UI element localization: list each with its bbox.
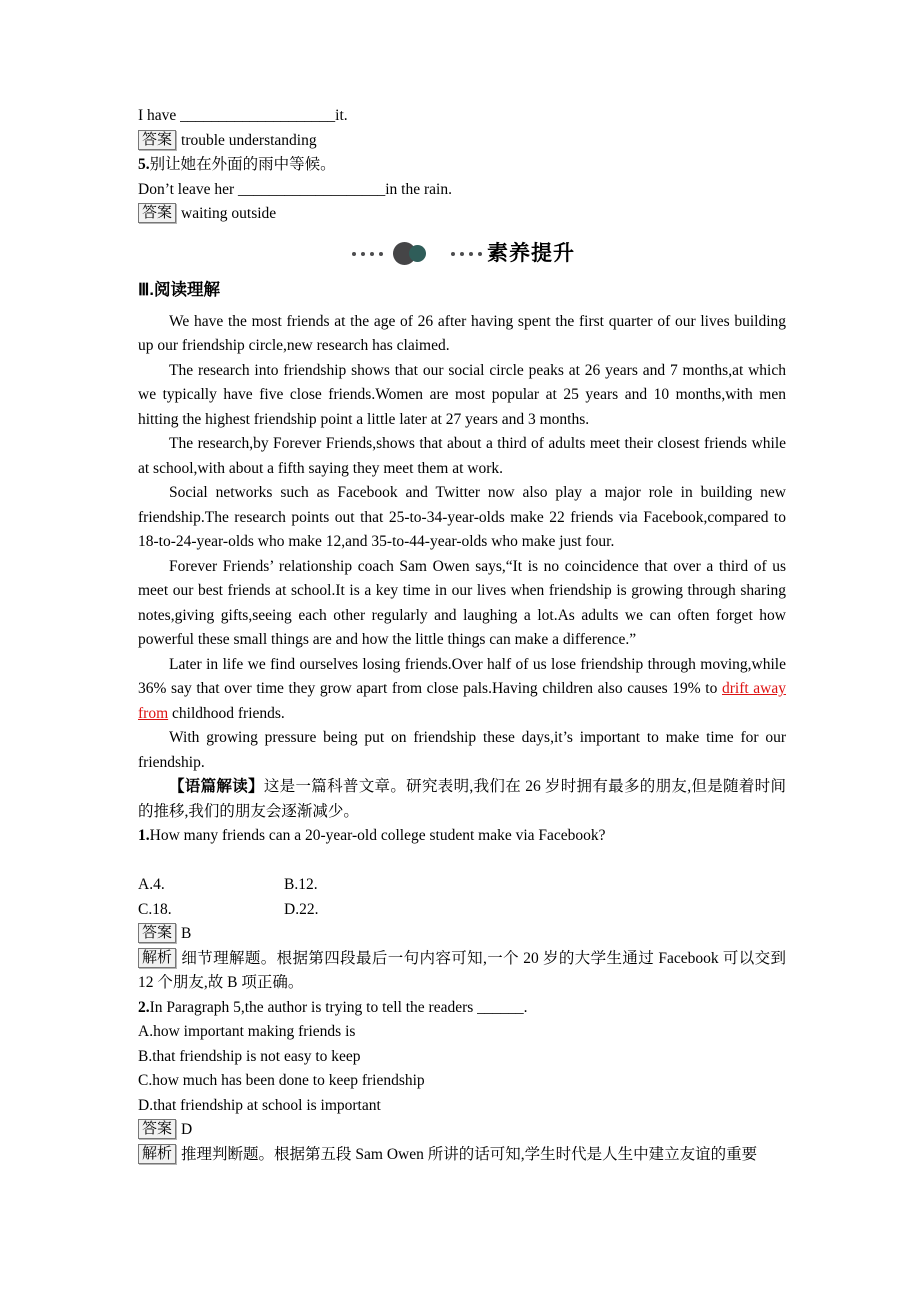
option-a: A.how important making friends is [138,1023,356,1040]
answer-tag: 答案 [138,1119,176,1139]
explanation-text: 推理判断题。根据第五段 Sam Owen 所讲的话可知,学生时代是人生中建立友谊的重要 [181,1145,758,1163]
answer-tag: 答案 [138,130,176,150]
item-chinese-text: 别让她在外面的雨中等候。 [149,156,336,173]
answer-text: trouble understanding [181,131,317,149]
answer-tag: 答案 [138,923,176,943]
fill-line-pre: Don’t leave her [138,180,238,198]
question-1-explanation [138,947,786,996]
drift-away-from-link[interactable]: drift away from [138,680,787,722]
passage-paragraph-3: The research,by Forever Friends,shows that about a third of adults meet their closest friends while at school,with about a fifth saying they meet them at work. [138,435,786,477]
answer-line-5 [138,202,786,227]
question-text: How many friends can a 20-year-old college student make via Facebook? [149,827,606,844]
passage-paragraph-2: The research into friendship shows that our social circle peaks at 26 years and 7 months,at which we typically have five close friends.Women are most popular at 25 years and 10 months,with men hitting the highest friendship point a little later at 27 years and 3 months. [138,361,786,428]
analysis-note-label: 【语篇解读】 [169,778,264,795]
banner-title: 素养提升 [487,241,575,265]
passage-analysis-note [138,775,786,824]
fill-line-4 [138,104,786,129]
option-a: A.4. [138,876,165,893]
question-1-stem [138,824,786,849]
question-text: In Paragraph 5,the author is trying to tell the readers ______. [149,998,528,1016]
question-number: 2. [138,998,150,1016]
section-banner [138,242,786,267]
overlapping-circles-icon [393,242,426,265]
banner-dots-left [349,252,385,256]
item-number: 5. [138,156,150,173]
fill-line-post: it. [335,107,348,124]
passage-paragraph-5: Forever Friends’ relationship coach Sam Owen says,“It is no coincidence that over a third of us meet our best friends at school.It is a key time in our lives when friendship is growing through sharing notes,giving gifts,seeing each other regularly and laughing a lot.As adults we can often forget how powerful these small things are and how the little things can make a difference.” [138,557,786,648]
option-c: C.how much has been done to keep friendship [138,1072,425,1089]
option-d: D.22. [284,900,319,918]
paragraph-text: Later in life we find ourselves losing friends.Over half of us lose friendship through moving,while 36% say that over time they grow apart from close pals.Having children also causes 19% to [138,655,786,697]
answer-text: D [181,1121,193,1138]
option-b: B.that friendship is not easy to keep [138,1047,361,1065]
banner-dots-right [448,252,484,256]
paragraph-text: childhood friends. [168,704,285,722]
analysis-tag: 解析 [138,1144,176,1164]
passage-paragraph-4: Social networks such as Facebook and Twitter now also play a major role in building new friendship.The research points out that 25-to-34-year-olds make 22 friends via Facebook,compared to 18-to-24-year-olds who make 12,and 35-to-44-year-olds who make just four. [138,484,786,550]
item-5-chinese [138,153,786,178]
section-title: Ⅲ.阅读理解 [138,281,220,299]
answer-text: B [181,925,192,942]
fill-line-5 [138,178,786,203]
analysis-tag: 解析 [138,948,176,968]
question-2-answer [138,1118,786,1143]
passage-paragraph-7: With growing pressure being put on friendship these days,it’s important to make time for our friendship. [138,729,786,771]
fill-line-pre: I have [138,107,181,124]
answer-tag: 答案 [138,203,176,223]
fill-line-post: in the rain. [385,180,452,198]
worksheet-page [138,0,786,1167]
passage-paragraph-1: We have the most friends at the age of 26 after having spent the first quarter of our lives building up our friendship circle,new research has claimed. [138,312,786,354]
analysis-note-text: 这是一篇科普文章。研究表明,我们在 26 岁时拥有最多的朋友,但是随着时间的推移,我们的朋友会逐渐减少。 [138,778,786,820]
question-number: 1. [138,827,150,844]
blank-line: ___________________ [238,180,386,198]
question-1-options [138,873,786,922]
option-b: B.12. [284,876,318,893]
answer-text: waiting outside [181,205,277,222]
explanation-text: 细节理解题。根据第四段最后一句内容可知,一个 20 岁的大学生通过 Facebook 可以交到 12 个朋友,故 B 项正确。 [138,949,786,991]
question-2-stem [138,996,786,1021]
blank-line: ____________________ [180,107,336,124]
option-c: C.18. [138,900,172,918]
passage-paragraph-6 [138,653,786,727]
answer-line-4 [138,129,786,154]
option-d: D.that friendship at school is important [138,1096,381,1114]
question-1-answer [138,922,786,947]
question-2-explanation [138,1143,786,1168]
